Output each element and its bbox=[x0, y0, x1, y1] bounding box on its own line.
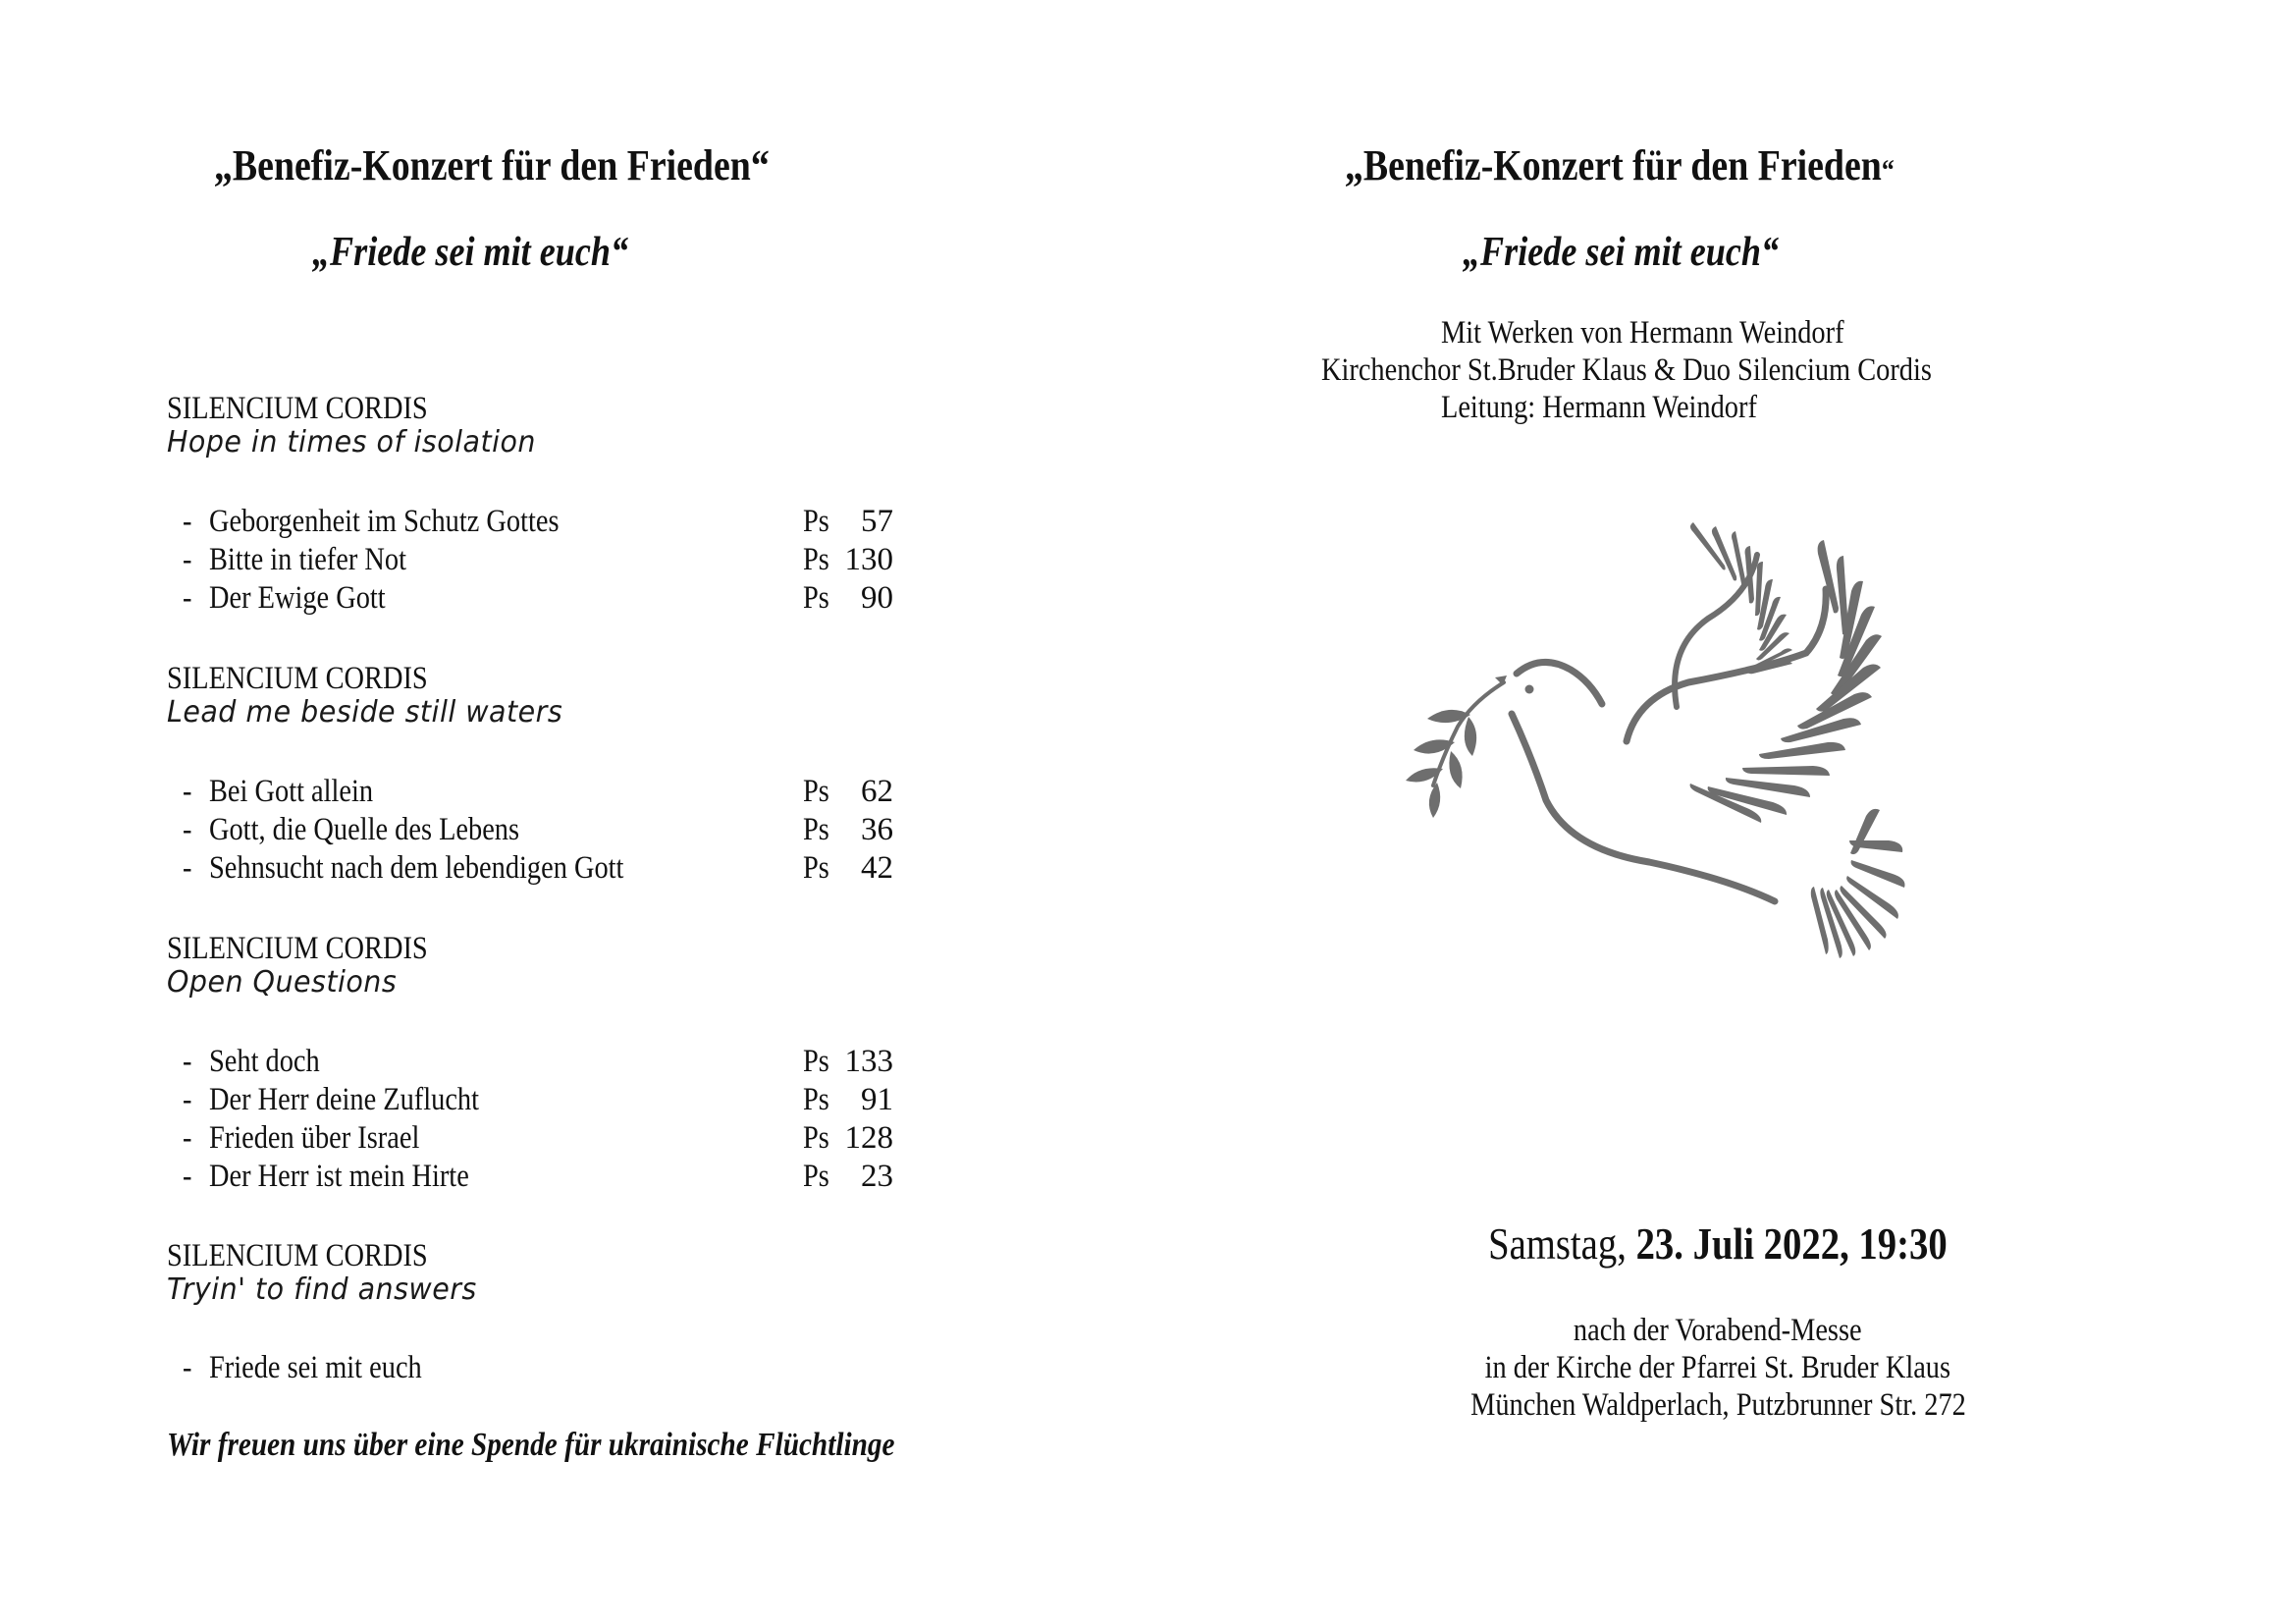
venue-line: München Waldperlach, Putzbrunner Str. 272 bbox=[1469, 1387, 1966, 1423]
credits-line: Leitung: Hermann Weindorf bbox=[1441, 390, 1757, 425]
section-group-name: SILENCIUM CORDIS bbox=[167, 661, 428, 696]
donation-note: Wir freuen uns über eine Spende für ukrainische Flüchtlinge bbox=[167, 1427, 895, 1463]
section-album-title: Open Questions bbox=[167, 965, 398, 1000]
dove-body-icon bbox=[1512, 555, 1826, 901]
list-dash: - bbox=[183, 812, 192, 847]
list-dash: - bbox=[183, 850, 192, 886]
list-dash: - bbox=[183, 1082, 192, 1117]
section-album-title: Hope in times of isolation bbox=[167, 425, 536, 460]
list-dash: - bbox=[183, 580, 192, 616]
list-dash: - bbox=[183, 774, 192, 809]
back-wing-feathers-icon bbox=[1690, 522, 1792, 674]
section-album-title: Lead me beside still waters bbox=[167, 695, 563, 730]
list-dash: - bbox=[183, 1350, 192, 1385]
piece-title: Bitte in tiefer Not bbox=[209, 542, 406, 577]
piece-title: Der Ewige Gott bbox=[209, 580, 386, 616]
event-date-time bbox=[1178, 1219, 2258, 1269]
event-date-bold: 23. Juli 2022, 19:30 bbox=[1635, 1219, 1948, 1269]
left-page-subtitle bbox=[312, 232, 679, 273]
list-dash: - bbox=[183, 1159, 192, 1194]
right-page-title-close-quote: “ bbox=[1881, 154, 1895, 187]
left-page-subtitle-text: „Friede sei mit euch“ bbox=[312, 230, 629, 275]
section-group-name: SILENCIUM CORDIS bbox=[167, 391, 428, 426]
section-album-title: Tryin' to find answers bbox=[167, 1272, 477, 1307]
piece-title: Geborgenheit im Schutz Gottes bbox=[209, 504, 560, 539]
list-dash: - bbox=[183, 542, 192, 577]
list-dash: - bbox=[183, 1120, 192, 1156]
piece-title: Bei Gott allein bbox=[209, 774, 374, 809]
front-wing-feathers-icon bbox=[1690, 540, 1882, 823]
left-page-title-text: „Benefiz-Konzert für den Frieden“ bbox=[214, 141, 770, 189]
right-page-subtitle: „Friede sei mit euch“ bbox=[1463, 230, 1780, 275]
credits-line: Kirchenchor St.Bruder Klaus & Duo Silencium Cordis bbox=[1321, 352, 1932, 388]
event-day: Samstag, bbox=[1488, 1219, 1627, 1269]
dove-eye-icon bbox=[1525, 685, 1534, 694]
venue-line: in der Kirche der Pfarrei St. Bruder Klaus bbox=[1484, 1350, 1951, 1385]
section-group-name: SILENCIUM CORDIS bbox=[167, 931, 428, 966]
right-page-title bbox=[1345, 141, 1984, 189]
piece-title: Frieden über Israel bbox=[209, 1120, 420, 1156]
section-group-name: SILENCIUM CORDIS bbox=[167, 1238, 428, 1273]
olive-branch-icon bbox=[1406, 676, 1507, 818]
dove-with-olive-branch-icon bbox=[1374, 491, 1963, 982]
list-dash: - bbox=[183, 1044, 192, 1079]
credits-line: Mit Werken von Hermann Weindorf bbox=[1441, 315, 1844, 351]
piece-title: Friede sei mit euch bbox=[209, 1350, 422, 1385]
tail-feathers-icon bbox=[1811, 809, 1905, 958]
piece-title: Gott, die Quelle des Lebens bbox=[209, 812, 520, 847]
piece-title: Der Herr ist mein Hirte bbox=[209, 1159, 469, 1194]
piece-title: Sehnsucht nach dem lebendigen Gott bbox=[209, 850, 624, 886]
left-page-title bbox=[214, 141, 860, 189]
piece-title: Seht doch bbox=[209, 1044, 320, 1079]
right-page-title-text: „Benefiz-Konzert für den Frieden bbox=[1345, 141, 1882, 189]
list-dash: - bbox=[183, 504, 192, 539]
piece-title: Der Herr deine Zuflucht bbox=[209, 1082, 480, 1117]
venue-line: nach der Vorabend-Messe bbox=[1574, 1313, 1862, 1348]
